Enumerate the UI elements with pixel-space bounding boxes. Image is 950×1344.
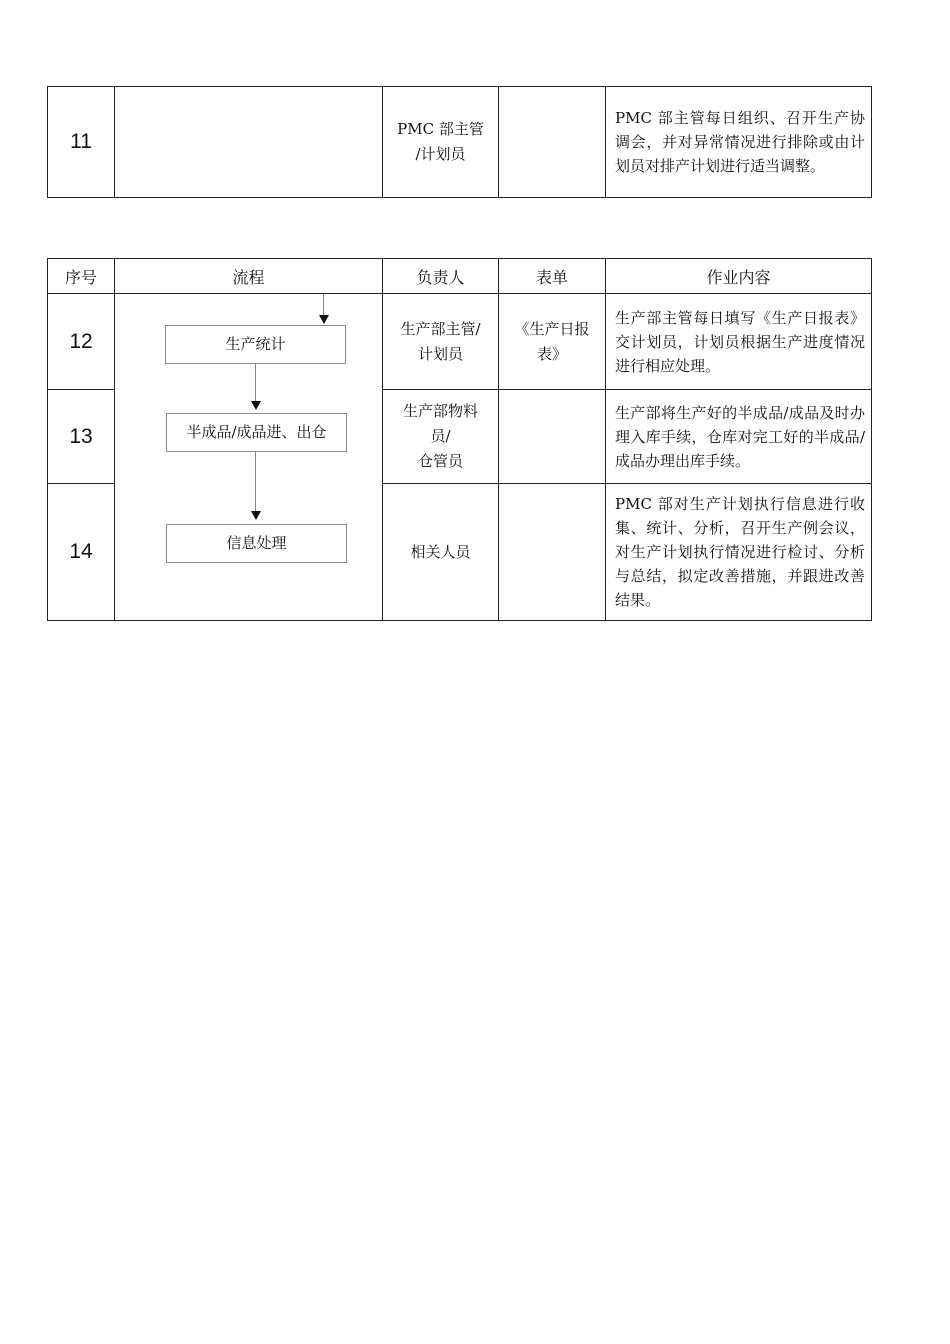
connector-line	[255, 363, 256, 401]
form-cell	[499, 484, 606, 621]
flowchart-cell	[115, 294, 383, 621]
arrow-down-icon	[319, 315, 329, 324]
form-line: 《生产日报	[514, 319, 590, 338]
form-cell	[499, 294, 606, 390]
flow-cell	[115, 87, 383, 198]
connector-line	[255, 451, 256, 511]
flow-step-production-stats: 生产统计	[165, 325, 346, 364]
table-row	[48, 87, 872, 198]
row-number: 13	[48, 390, 115, 484]
process-table	[47, 258, 872, 621]
owner-cell	[383, 390, 499, 484]
arrow-down-icon	[251, 511, 261, 520]
owner-cell	[383, 87, 499, 198]
owner-cell	[383, 294, 499, 390]
content-cell: PMC 部主管每日组织、召开生产协调会，并对异常情况进行排除或由计划员对排产计划进行适当调整。	[606, 87, 872, 198]
arrow-down-icon	[251, 401, 261, 410]
content-cell: PMC 部对生产计划执行信息进行收集、统计、分析，召开生产例会议，对生产计划执行情况进行检讨、分析与总结，拟定改善措施，并跟进改善结果。	[606, 484, 872, 621]
form-cell	[499, 390, 606, 484]
row-number: 11	[48, 87, 115, 198]
table-row	[48, 294, 872, 390]
header-number: 序号	[48, 259, 115, 294]
flow-step-warehouse-in-out: 半成品/成品进、出仓	[166, 413, 347, 452]
owner-line: 计划员	[417, 344, 463, 363]
owner-line: 生产部物料	[402, 402, 478, 420]
process-table-top	[47, 86, 872, 198]
header-owner: 负责人	[383, 259, 499, 294]
owner-line: PMC 部主管	[397, 120, 484, 138]
form-cell	[499, 87, 606, 198]
table-header-row	[48, 259, 872, 294]
row-number: 12	[48, 294, 115, 390]
content-cell: 生产部将生产好的半成品/成品及时办理入库手续，仓库对完工好的半成品/成品办理出库手续。	[606, 390, 872, 484]
header-flow: 流程	[115, 259, 383, 294]
owner-line: 员/	[430, 427, 451, 445]
owner-line: 仓管员	[417, 452, 463, 470]
owner-line: 生产部主管/	[400, 319, 481, 338]
owner-line: /计划员	[415, 145, 466, 163]
flowchart	[115, 294, 382, 621]
owner-line: 相关人员	[410, 542, 471, 561]
row-number: 14	[48, 484, 115, 621]
connector-line	[323, 294, 324, 315]
header-form: 表单	[499, 259, 606, 294]
owner-cell	[383, 484, 499, 621]
flow-step-info-processing: 信息处理	[166, 524, 347, 563]
form-line: 表》	[536, 344, 567, 363]
content-cell: 生产部主管每日填写《生产日报表》交计划员，计划员根据生产进度情况进行相应处理。	[606, 294, 872, 390]
header-content: 作业内容	[606, 259, 872, 294]
